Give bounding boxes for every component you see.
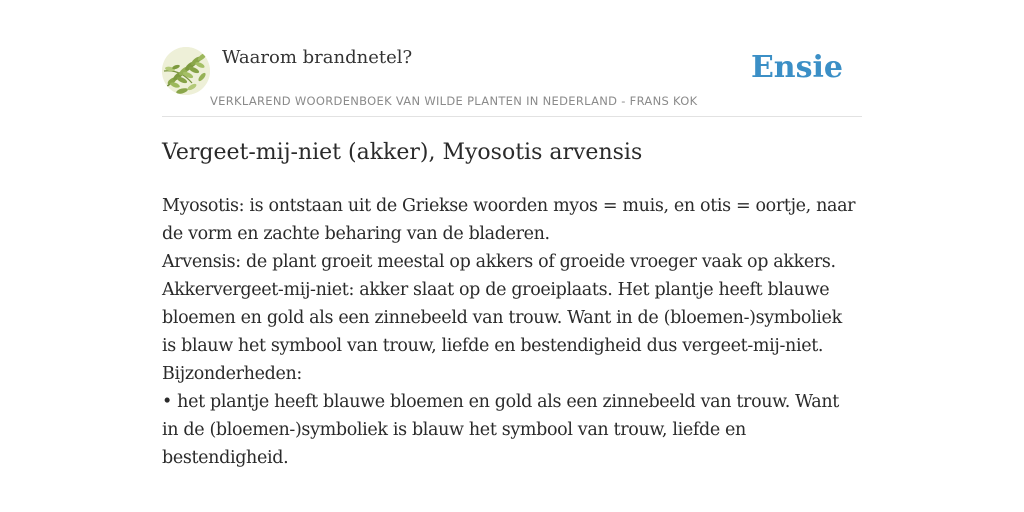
page-header bbox=[162, 44, 862, 117]
entry-line: in de (bloemen-)symboliek is blauw het symbool van trouw, liefde en bbox=[162, 420, 746, 440]
plant-leaves-icon[interactable] bbox=[162, 47, 210, 95]
entry-line: Arvensis: de plant groeit meestal op akkers of groeide vroeger vaak op akkers. bbox=[162, 252, 836, 272]
entry-line: bloemen en gold als een zinnebeeld van trouw. Want in de (bloemen-)symboliek bbox=[162, 308, 842, 328]
entry-title: Vergeet-mij-niet (akker), Myosotis arvensis bbox=[162, 140, 643, 165]
entry-line: de vorm en zachte beharing van de bladeren. bbox=[162, 224, 550, 244]
entry-line: is blauw het symbool van trouw, liefde en bestendigheid dus vergeet-mij-niet. bbox=[162, 336, 824, 356]
entry-body bbox=[162, 192, 862, 472]
entry-line: • het plantje heeft blauwe bloemen en gold als een zinnebeeld van trouw. Want bbox=[162, 392, 839, 412]
ensie-logo[interactable]: Ensie bbox=[750, 50, 843, 85]
entry-line: Bijzonderheden: bbox=[162, 364, 302, 384]
dictionary-source-link[interactable]: VERKLAREND WOORDENBOEK VAN WILDE PLANTEN IN NEDERLAND - FRANS KOK bbox=[210, 94, 698, 108]
entry-line: bestendigheid. bbox=[162, 448, 289, 468]
entry-line: Akkervergeet-mij-niet: akker slaat op de groeiplaats. Het plantje heeft blauwe bbox=[162, 280, 830, 300]
entry-line: Myosotis: is ontstaan uit de Griekse woorden myos = muis, en otis = oortje, naar bbox=[162, 196, 856, 216]
question-link[interactable]: Waarom brandnetel? bbox=[222, 47, 413, 68]
